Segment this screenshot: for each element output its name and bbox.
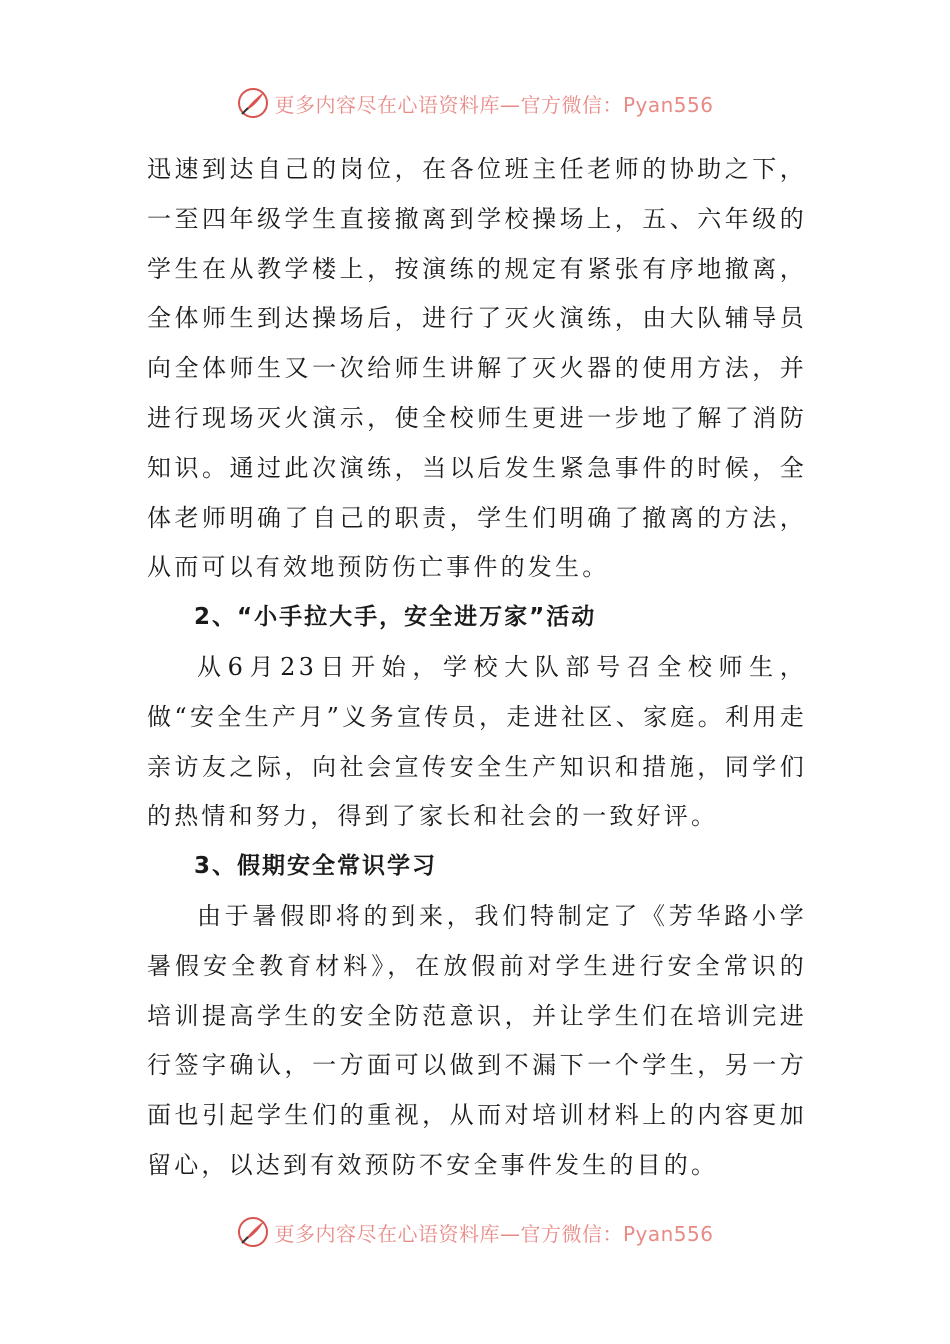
quill-logo-icon <box>236 1215 270 1249</box>
footer-watermark <box>0 1212 950 1252</box>
footer-watermark-text: 更多内容尽在心语资料库—官方微信：Pyan556 <box>274 1221 714 1246</box>
paragraph-safety-campaign: 从6月23日开始，学校大队部号召全校师生，做“安全生产月”义务宣传员，走进社区、家庭。利用走亲访友之际，向社会宣传安全生产知识和措施，同学们的热情和努力，得到了家长和社会的一致好评。 <box>147 652 807 831</box>
header-watermark-text: 更多内容尽在心语资料库—官方微信：Pyan556 <box>274 92 714 117</box>
paragraph-drill-summary: 迅速到达自己的岗位，在各位班主任老师的协助之下，一至四年级学生直接撤离到学校操场上，五、六年级的学生在从教学楼上，按演练的规定有紧张有序地撤离，全体师生到达操场后，进行了灭火演练，由大队辅导员向全体师生又一次给师生讲解了灭火器的使用方法，并进行现场灭火演示，使全校师生更进一步地了解了消防知识。通过此次演练，当以后发生紧急事件的时候，全体老师明确了自己的职责，学生们明确了撤离的方法，从而可以有效地预防伤亡事件的发生。 <box>147 155 807 582</box>
section-heading-2: 2、“小手拉大手，安全进万家”活动 <box>194 604 597 631</box>
document-body <box>147 145 807 1191</box>
section-heading-3: 3、假期安全常识学习 <box>194 853 438 880</box>
header-watermark <box>0 83 950 123</box>
paragraph-holiday-training: 由于暑假即将的到来，我们特制定了《芳华路小学暑假安全教育材料》，在放假前对学生进行安全常识的培训提高学生的安全防范意识，并让学生们在培训完进行签字确认，一方面可以做到不漏下一个学生，另一方面也引起学生们的重视，从而对培训材料上的内容更加留心，以达到有效预防不安全事件发生的目的。 <box>147 901 807 1179</box>
quill-logo-icon <box>236 86 270 120</box>
